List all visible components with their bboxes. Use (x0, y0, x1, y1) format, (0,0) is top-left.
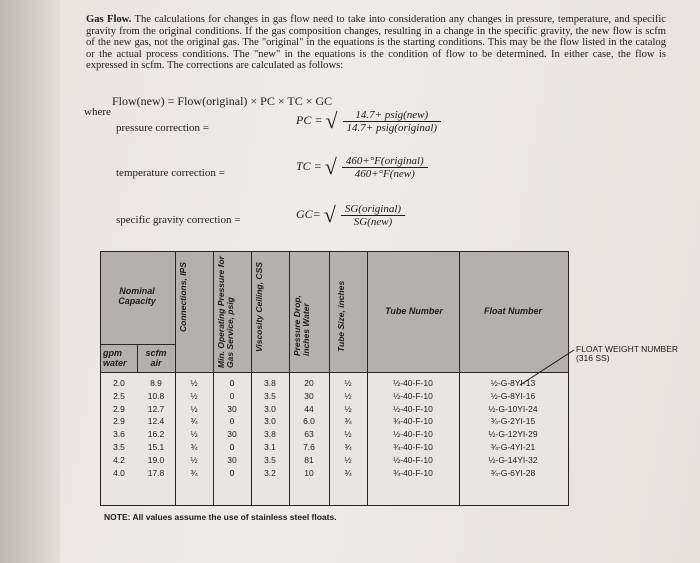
cell-gpm: 3.6 (113, 429, 125, 440)
intro-heading: Gas Flow. (86, 14, 132, 25)
header-viscosity: Viscosity Ceiling, CSS (254, 262, 264, 352)
cell-tube: ¾ (344, 442, 352, 452)
cell-visc: 3.1 (264, 442, 276, 452)
temperature-correction-label: temperature correction = (116, 167, 225, 179)
cell-float: ½-G-8YI-13 (490, 378, 536, 388)
cell-minp: 0 (229, 390, 235, 401)
cell-gpm: 2.9 (113, 416, 125, 427)
cell-pdrop: 30 (304, 390, 314, 401)
gc-lhs: GC= (296, 206, 321, 221)
cell-minp: 0 (229, 416, 235, 427)
cell-conn: ¾ (190, 467, 198, 478)
cell-gpm: 2.0 (113, 378, 125, 388)
cell-float: ½-G-8YI-16 (490, 390, 536, 401)
cell-scfm: 17.8 (147, 467, 165, 478)
cell-visc: 3.0 (264, 416, 276, 427)
pressure-correction-equation: PC = √ $\frac{\text{14.7+ psig(new)}}{\text{14.7+ psig(original)}}$ (296, 108, 441, 134)
temperature-correction-equation: TC = √ $\frac{\text{460+°F(original)}}{\text{460+°F(new)}}$ (296, 154, 428, 180)
header-tube-size: Tube Size, inches (336, 280, 346, 352)
cell-visc: 3.5 (264, 390, 276, 401)
cell-tubeno: ¾-40-F-10 (393, 467, 433, 478)
tc-lhs: TC = (296, 158, 322, 173)
cell-tubeno: ½-40-F-10 (393, 429, 433, 440)
cell-minp: 0 (229, 442, 235, 452)
gc-numerator: SG(original) (341, 203, 405, 216)
where-label: where (84, 106, 111, 118)
header-float-number: Float Number (483, 306, 542, 316)
cell-tube: ¾ (344, 416, 352, 427)
cell-scfm: 12.7 (147, 403, 165, 414)
cell-gpm: 4.2 (113, 454, 125, 465)
cell-tubeno: ½-40-F-10 (393, 403, 433, 414)
header-tube-number: Tube Number (385, 306, 443, 316)
cell-minp: 30 (227, 454, 237, 465)
cell-float: ¾-G-6YI-28 (490, 467, 536, 478)
cell-visc: 3.8 (264, 378, 276, 388)
cell-tube: ½ (344, 403, 352, 414)
intro-text: The calculations for changes in gas flow need to take into consideration any changes in pressure, temperature, and specific gravity from the original conditions. If the gas composition changes, resulting in a change in the specific gravity, the new flow is scfm of the new gas, not the original gas. The "original" in the equations is the starting conditions. This may be the flow listed in the catalog or the actual process conditions. The "new" in the equations is the condition of flow to be determined. In either case, the flow is expressed in scfm. The corrections are calculated as follows: (86, 14, 666, 72)
cell-float: ½-G-12YI-29 (488, 429, 538, 440)
cell-conn: ¾ (190, 416, 198, 427)
cell-scfm: 10.8 (147, 390, 165, 401)
cell-gpm: 2.5 (113, 390, 125, 401)
cell-tube: ½ (344, 429, 352, 440)
cell-tubeno: ½-40-F-10 (393, 454, 433, 465)
header-nominal-capacity: Nominal Capacity (118, 286, 156, 306)
cell-gpm: 3.5 (113, 442, 125, 452)
cell-pdrop: 81 (304, 454, 314, 465)
cell-conn: ½ (190, 454, 198, 465)
tc-numerator: 460+°F(original) (342, 155, 428, 168)
cell-conn: ½ (190, 403, 198, 414)
header-connections: Connections, IPS (178, 262, 188, 332)
pc-denominator: 14.7+ psig(original) (346, 121, 438, 134)
cell-tube: ½ (344, 378, 352, 388)
cell-conn: ½ (190, 378, 198, 388)
cell-pdrop: 7.6 (303, 442, 315, 452)
cell-minp: 0 (229, 467, 235, 478)
cell-scfm: 16.2 (147, 429, 165, 440)
cell-visc: 3.5 (264, 454, 276, 465)
cell-scfm: 15.1 (147, 442, 165, 452)
cell-float: ¾-G-2YI-15 (490, 416, 536, 427)
cell-minp: 30 (227, 429, 237, 440)
cell-gpm: 2.9 (113, 403, 125, 414)
cell-tubeno: ¾-40-F-10 (393, 442, 433, 452)
cell-pdrop: 6.0 (303, 416, 315, 427)
cell-pdrop: 10 (304, 467, 314, 478)
cell-float: ½-G-10YI-24 (488, 403, 538, 414)
cell-conn: ½ (190, 429, 198, 440)
cell-visc: 3.8 (264, 429, 276, 440)
header-scfm-air: scfm air (145, 348, 167, 368)
pc-lhs: PC = (296, 112, 323, 127)
float-weight-label: FLOAT WEIGHT NUMBER (316 SS) (576, 344, 679, 363)
cell-scfm: 12.4 (147, 416, 165, 427)
cell-pdrop: 20 (304, 378, 314, 388)
cell-tube: ¾ (344, 467, 352, 478)
cell-tubeno: ½-40-F-10 (393, 390, 433, 401)
header-min-pressure: Min. Operating Pressure for Gas Service, psig (216, 256, 235, 368)
cell-float: ¾-G-4YI-21 (490, 442, 536, 452)
cell-tubeno: ½-40-F-10 (393, 378, 433, 388)
table-note: NOTE: All values assume the use of stainless steel floats. (104, 512, 337, 522)
pressure-correction-label: pressure correction = (116, 122, 209, 134)
cell-conn: ½ (190, 390, 198, 401)
cell-tube: ½ (344, 454, 352, 465)
cell-minp: 30 (227, 403, 237, 414)
gravity-correction-equation: GC= √ $\frac{\text{SG(original)}}{\text{SG(new)}}$ (296, 202, 405, 228)
cell-pdrop: 63 (304, 429, 314, 440)
tc-denominator: 460+°F(new) (354, 167, 415, 180)
cell-float: ½-G-14YI-32 (488, 454, 538, 465)
cell-tube: ½ (344, 390, 352, 401)
header-pressure-drop: Pressure Drop, inches Water (292, 295, 311, 356)
pc-numerator: 14.7+ psig(new) (343, 109, 442, 122)
cell-tubeno: ¾-40-F-10 (393, 416, 433, 427)
cell-gpm: 4.0 (113, 467, 125, 478)
header-gpm-water: gpm water (103, 348, 127, 368)
cell-scfm: 19.0 (147, 454, 165, 465)
cell-minp: 0 (229, 378, 235, 388)
cell-visc: 3.2 (264, 467, 276, 478)
cell-pdrop: 44 (304, 403, 314, 414)
main-formula: Flow(new) = Flow(original) × PC × TC × GC (112, 94, 333, 108)
cell-scfm: 8.9 (150, 378, 162, 388)
cell-conn: ¾ (190, 442, 198, 452)
cell-visc: 3.0 (264, 403, 276, 414)
gc-denominator: SG(new) (353, 215, 393, 228)
gravity-correction-label: specific gravity correction = (116, 214, 241, 226)
